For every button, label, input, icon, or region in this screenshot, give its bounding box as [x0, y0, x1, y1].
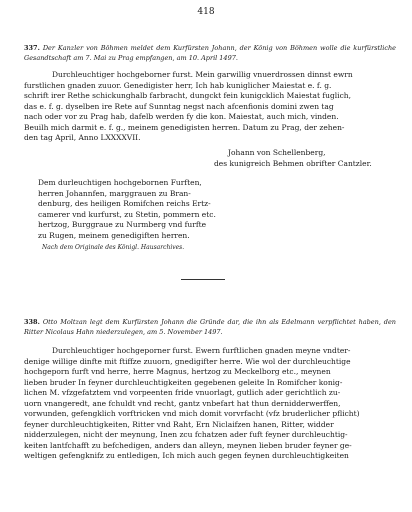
- doc338-body-line: lichen M. vfzgefatztem vnd vorpeenten fride vnuorlagt, gutlich ader gerichtlich zu-: [24, 388, 341, 397]
- doc338-body-line: nidderzulegen, nicht der meynung, Inen zcu fchatzen ader fuft feyner durchleuchtig-: [24, 430, 348, 439]
- address-line: denburg, des heiligen Romifchen reichs Ertz-: [38, 199, 211, 208]
- doc337-body-line: Durchleuchtiger hochgeborner furst. Mein garwillig vnuerdrossen dinnst ewrn: [52, 70, 353, 79]
- doc337-body-line: den tag April, Anno LXXXXVII.: [24, 133, 141, 142]
- doc337-body-line: Beuilh mich darmit e. f. g., meinem genedigisten herren. Datum zu Prag, der zehen-: [24, 122, 345, 132]
- doc338-heading: [24, 318, 396, 337]
- doc338-body-line: uorn vnangeredt, ane fchuldt vnd recht, gantz vnbefart hat thun dernidderwerffen,: [24, 398, 341, 408]
- address-line: camerer vnd kurfurst, zu Stetin, pommern etc.: [38, 209, 216, 219]
- doc338-body-line: weltigen gefengknifz zu entledigen, Ich mich auch gegen feynen durchleuchtigkeiten: [24, 451, 349, 460]
- doc337-heading: [24, 44, 396, 63]
- doc338-body-line: hochgeporn furft vnd herre, herre Magnus, hertzog zu Meckelborg etc., meynen: [24, 367, 331, 376]
- address-line: hertzog, Burggraue zu Nurmberg vnd furfte: [38, 220, 207, 229]
- address-line: herren Johannfen, marggrauen zu Bran-: [38, 188, 191, 198]
- doc337-body-line: schrift irer Rethe schickunghalb farbracht, dungckt fein kunigcklich Maiestat fuglich,: [24, 91, 351, 100]
- doc337-source-note: Nach dem Originale des Königl. Hausarchives.: [42, 244, 185, 251]
- address-line: Dem durleuchtigen hochgebornen Furften,: [38, 178, 202, 187]
- doc337-body-line: das e. f. g. dyselben ire Rete auf Sunntag negst nach afcenfionis domini zwen tag: [24, 101, 334, 111]
- doc337-body: [24, 70, 396, 144]
- doc338-body: [24, 346, 396, 462]
- doc337-heading-text: Der Kanzler von Böhmen meldet dem Kurfürsten Johann, der König von Böhmen wolle die kurfürstliche Gesandtschaft am 7. Mai zu Prag empfangen, am 10. April 1497.: [24, 44, 396, 62]
- address-line: zu Rugen, meinem genedigiften herren.: [38, 230, 190, 240]
- signature-name: Johann von Schellenberg,: [228, 148, 326, 157]
- doc338-body-line: feyner durchleuchtigkeiten, Ritter vnd Raht, Ern Niclaifzen hanen, Ritter, widder: [24, 419, 334, 429]
- doc337-body-line: furstlichen gnaden zuuor. Genedigister herr, Ich hab kuniglicher Maiestat e. f. g.: [24, 80, 332, 90]
- signature-title: des kunigreich Behmen obrifter Cantzler.: [214, 158, 372, 168]
- doc338-number: 338.: [24, 318, 40, 326]
- doc337-address: [38, 178, 268, 241]
- doc338-body-line: Durchleuchtiger hochgeporner furst. Ewern furftlichen gnaden meyne vndter-: [52, 346, 351, 355]
- page-number: 418: [197, 7, 215, 17]
- section-divider: [181, 279, 225, 280]
- doc337-number: 337.: [24, 44, 40, 52]
- doc338-body-line: keiten lantfchafft zu befchedigen, anders dan alleyn, meynen lieben bruder feyner ge-: [24, 440, 352, 450]
- doc338-body-line: vorwunden, gefengklich vorftricken vnd mich domit vorvrfacht (vfz bruderlicher pflicht): [24, 409, 360, 418]
- doc338-body-line: lieben bruder In feyner durchleuchtigkeiten gegebenen geleite In Romifcher konig-: [24, 377, 343, 387]
- doc338-body-line: denige willige dinfte mit ftiffze zuuorn, gnedigifter herre. Wie wol der durchleuchtige: [24, 356, 351, 366]
- doc338-heading-text: Otto Moltzan legt dem Kurfürsten Johann die Gründe dar, die ihn als Edelmann verpflichtet haben, den Ritter Nicolaus Hahn niederzulegen, am 5. November 1497.: [24, 318, 396, 336]
- doc337-signature: [214, 148, 404, 169]
- doc337-body-line: nach oder vor zu Prag hab, dafelb werden fy die kon. Maiestat, auch mich, vinden.: [24, 112, 339, 121]
